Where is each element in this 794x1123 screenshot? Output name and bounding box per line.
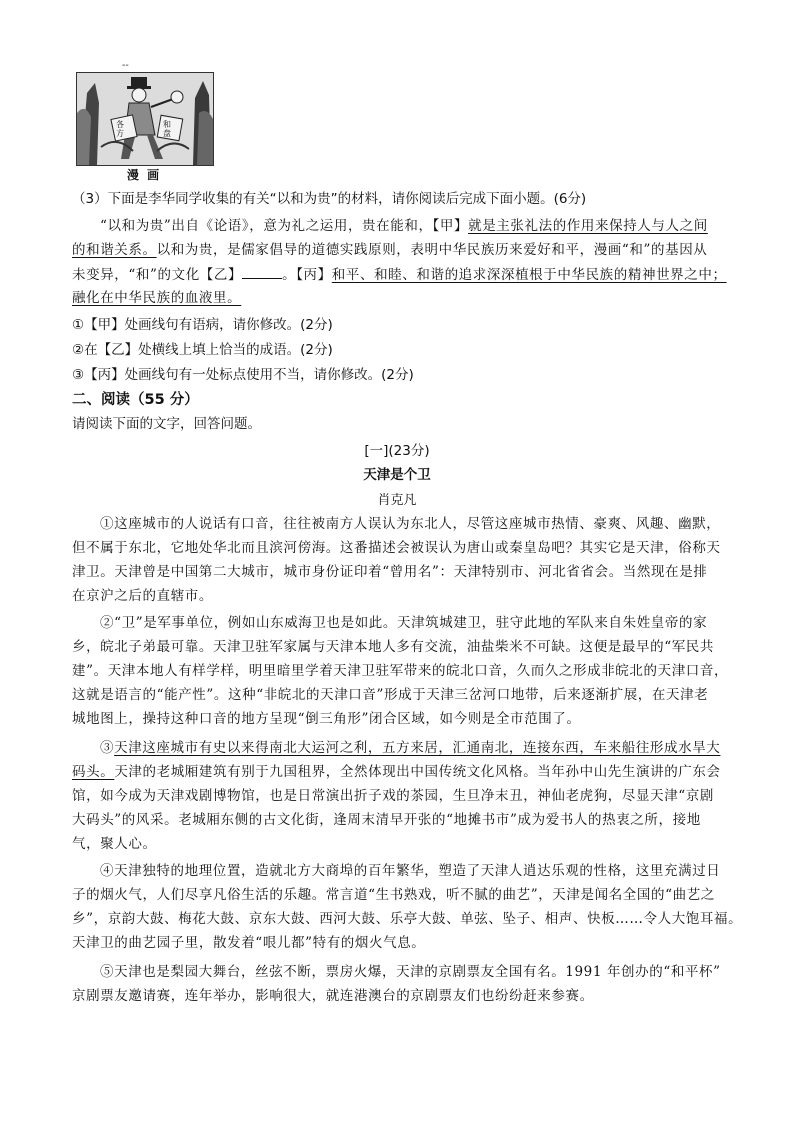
p1-line: 但不属于东北，它地处华北而且滨河傍海。这番描述会被误认为唐山或秦皇岛吧？其实它是天津，俗称天	[72, 540, 721, 556]
p3-line: 馆，如今成为天津戏剧博物馆，也是日常演出折子戏的茶园，生旦净末丑，神仙老虎狗，尽显天津“京剧	[72, 788, 714, 804]
fill-blank-yi[interactable]	[242, 264, 282, 279]
cartoon-illustration	[76, 60, 214, 180]
p3-text: 天津的老城厢建筑有别于九国租界，全然体现出中国传统文化风格。当年孙中山先生演讲的广东会	[114, 764, 721, 780]
p1-line: ①这座城市的人说话有口音，往往被南方人误认为东北人，尽管这座城市热情、豪爽、风趣、幽默，	[100, 516, 721, 532]
cartoon-sign-right: 和盘	[163, 120, 171, 138]
cartoon-sign-left: 各方	[116, 120, 124, 138]
section-heading: 二、阅读（55 分）	[72, 392, 199, 408]
p5-line: 京剧票友邀请赛，连年举办，影响很大，就连港澳台的京剧票友们也纷纷赶来参赛。	[72, 988, 594, 1004]
cartoon-drawing	[77, 73, 213, 165]
q3-passage-line-1	[100, 216, 770, 236]
p2-line: 建”。天津本地人有样学样，明里暗里学着天津卫驻军带来的皖北口音，久而久之形成非皖北的天津口音，	[72, 663, 729, 679]
cartoon-image	[76, 72, 214, 166]
p2-line: 乡，皖北子弟最可靠。天津卫驻军家属与天津本地人多有交流，油盐柴米不可缺。这便是最早的“军民共	[72, 639, 714, 655]
q3-passage-text: 未变异，“和”的文化【乙】	[72, 267, 243, 283]
p3-number: ③	[100, 740, 115, 756]
p3-line	[72, 762, 742, 782]
p2-line: 这就是语言的“能产性”。这种“非皖北的天津口音”形成于天津三岔河口地带，后来逐渐扩展，在天津老	[72, 687, 709, 703]
question3-item-2: ②在【乙】处横线上填上恰当的成语。(2分)	[72, 342, 333, 358]
p3-underlined-sentence-end: 码头。	[72, 764, 115, 780]
q3-passage-line-4	[72, 288, 742, 308]
p4-line: 子的烟火气，人们尽享凡俗生活的乐趣。常言道“生书熟戏，听不腻的曲艺”，天津是闻名全国的“曲艺之	[72, 887, 715, 903]
p4-line: 乡”，京韵大鼓、梅花大鼓、京东大鼓、西河大鼓、乐亭大鼓、单弦、坠子、相声、快板……令人大饱耳福。	[72, 911, 743, 927]
cartoon-caption: 漫 画	[126, 168, 162, 182]
question3-intro: （3）下面是李华同学收集的有关“以和为贵”的材料，请你阅读后完成下面小题。(6分)	[72, 191, 587, 207]
q3-passage-line-2	[72, 240, 742, 260]
q3-passage-line-3	[72, 264, 742, 285]
p3-underlined-sentence: 天津这座城市有史以来得南北大运河之利，五方来居，汇通南北，连接东西，车来船往形成水旱大	[114, 740, 721, 756]
article-author: 肖克凡	[377, 493, 417, 508]
p3-line: 大码头”的风采。老城厢东侧的古文化街，逢周末清早开张的“地摊书市”成为爱书人的热衷之所，接地	[72, 812, 701, 828]
p5-line: ⑤天津也是梨园大舞台，丝弦不断，票房火爆，天津的京剧票友全国有名。1991 年创办的“和平杯”	[100, 964, 721, 980]
question3-item-1: ①【甲】处画线句有语病，请你修改。(2分)	[72, 317, 333, 333]
underlined-sentence-jia: 就是主张礼法的作用来保持人与人之间	[468, 218, 708, 234]
p1-line: 在京沪之后的直辖市。	[72, 588, 213, 604]
scan-mark: --	[122, 60, 129, 71]
p3-line	[100, 738, 770, 758]
question3-item-3: ③【丙】处画线句有一处标点使用不当，请你修改。(2分)	[72, 367, 414, 383]
q3-passage-text: 以和为贵，是儒家倡导的道德实践原则，表明中华民族历来爱好和平，漫画“和”的基因从	[156, 242, 708, 258]
article-title: 天津是个卫	[363, 467, 431, 483]
p1-line: 津卫。天津曾是中国第二大城市，城市身份证印着“曾用名”：天津特别市、河北省省会。当然现在是排	[72, 564, 708, 580]
q3-passage-text: “以和为贵”出自《论语》，意为礼之运用，贵在能和，【甲】	[100, 218, 469, 234]
p4-line: ④天津独特的地理位置，造就北方大商埠的百年繁华，塑造了天津人逍达乐观的性格，这里充满过日	[100, 863, 721, 879]
underlined-sentence-bing: 和平、和睦、和谐的追求深深植根于中华民族的精神世界之中；	[331, 267, 727, 283]
p3-line: 气，聚人心。	[72, 836, 157, 852]
underlined-sentence-bing-end: 融化在中华民族的血液里。	[72, 290, 242, 306]
q3-passage-text: 。【丙】	[282, 267, 332, 283]
part-label: [一](23分)	[364, 443, 430, 459]
p2-line: ②“卫”是军事单位，例如山东威海卫也是如此。天津筑城建卫，驻守此地的军队来自朱姓皇帝的家	[100, 615, 708, 631]
p4-line: 天津卫的曲艺园子里，散发着“哏儿都”特有的烟火气息。	[72, 935, 426, 951]
underlined-sentence-jia-end: 的和谐关系。	[72, 242, 157, 258]
p2-line: 城地图上，操持这种口音的地方呈现“倒三角形”闭合区域，如今则是全市范围了。	[72, 711, 581, 727]
section-instruction: 请阅读下面的文字，回答问题。	[72, 416, 261, 432]
